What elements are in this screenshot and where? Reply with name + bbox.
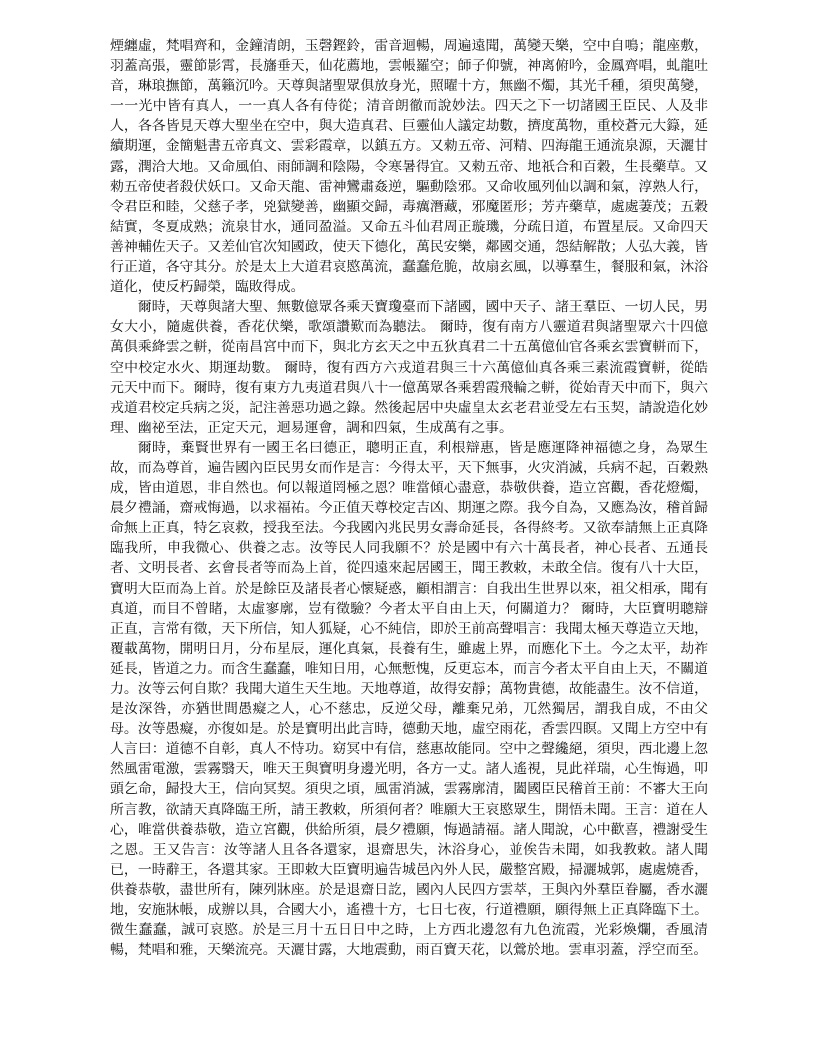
paragraph-2: 爾時，天尊與諸大聖、無數億眾各乘天寶瓊臺而下諸國，國中天子、諸王羣臣、一切人民，男女大小，隨處供養，香花伏樂，歌頌讚歎而為聽法。 爾時，復有南方八靈道君與諸聖眾六十四億萬俱乘絳雲之軿，從南昌宮中而下，與北方玄天之中五狄真君二十五萬億仙官各乘玄雲寶軿而下，空中校定水火、期運劫數。 爾時，復有西方六戎道君與三十六萬億仙真各乘三素流霞寶軿，從皓元天中而下。爾時，復有東方九夷道君與八十一億萬眾各乘碧霞飛輪之軿，從始青天中而下，與六戎道君校定兵病之災，記注善惡功過之錄。然後起居中央虛皇太玄老君並受左右玉契，請說造化妙理、幽祕至法，正定天元，迴易運會，調和四氣，生成萬有之事。 bbox=[110, 299, 708, 436]
paragraph-3: 爾時，棄賢世界有一國王名曰德正，聰明正直，利根辯惠，皆是應運降神福德之身，為眾生故，而為尊首，遍告國內臣民男女而作是言：今得太平，天下無事，火灾消滅，兵病不起，百穀熟成，皆由道恩，非自然也。何以報道罔極之恩？唯當傾心盡意，恭敬供養，造立宮觀，香花燈燭，晨夕禮誦，齋戒悔過，以求福祐。今正值天尊校定吉凶、期運之際。我今自為，又應為汝，稽首歸命無上正真，特乞哀救，授我至法。今我國內兆民男女壽命延長，各得終考。又欲奉請無上正真降臨我所，申我微心、供養之志。汝等民人同我願不？於是國中有六十萬長者，神心長者、五通長者、文明長者、玄會長者等而為上首，從四遠來起居國王，聞王教敕，未敢全信。復有八十大臣，寶明大臣而為上首。於是餘臣及諸長者心懷疑惑，顧相謂言：自我出生世界以來，祖父相承，聞有真道，而目不曾睹，太虛寥廓，豈有徵驗？今者太平自由上天，何關道力？ 爾時，大臣寶明聰辯正直，言常有徵，天下所信，知人狐疑，心不純信，即於王前高聲唱言：我聞太極天尊造立天地，覆載萬物，開明日月，分布星辰，運化真氣，長養有生，雖處上界，而應化下土。今之太平，劫祚延長，皆道之力。而含生蠢蠢，唯知日用，心無慙愧，反更忘本，而言今者太平自由上天，不關道力。汝等云何自欺？我聞大道生天生地。天地尊道，故得安靜；萬物貴德，故能盡生。汝不信道，是汝深咎，亦猶世間愚癡之人，心不慈忠，反逆父母，離棄兄弟，兀然獨居，謂我自成，不由父母。汝等愚癡，亦復如是。於是寶明出此言時，德動天地，虛空雨花，香雲四瞑。又聞上方空中有人言曰：道德不自彰，真人不恃功。窈冥中有信，慈惠故能同。空中之聲纔絕，須臾，西北邊上忽然風雷電激，雲霧翳天，唯天王與寶明身邊光明，各方一丈。諸人遙視，見此祥瑞，心生悔過，叩頭乞命，歸投大王，信向冥契。須臾之頃，風雷消滅，雲霧廓清，闔國臣民稽首王前：不審大王向所言教，欲請天真降臨王所，請王教敕，所須何者？唯願大王哀愍眾生，開悟未聞。王言：道在人心，唯當供養恭敬，造立宮觀，供給所須，晨夕禮願，悔過請福。諸人聞說，心中歡喜，禮謝受生之恩。王又告言：汝等諸人且各各還家，退齋思失，沐浴身心，並俟告未聞，如我教敕。諸人聞已，一時辭王，各還其家。王即敕大臣寶明遍告城邑內外人民，嚴整宮殿，掃灑城郭，處處燒香，供養恭敬，盡世所有，陳列牀座。於是退齋日訖，國內人民四方雲萃，王與內外羣臣眷屬，香水灑地，安施牀帳，成辦以具，合國大小，遙禮十方，七日七夜，行道禮願，願得無上正真降臨下土。微生蠢蠢，誠可哀愍。於是三月十五日日中之時，上方西北邊忽有九色流霞，光彩煥爛，香風清暢，梵唱和雅，天樂流亮。天灑甘露，大地震動，雨百寶天花，以鶯於地。雲車羽蓋，浮空而至。 bbox=[110, 439, 708, 959]
document-page bbox=[110, 36, 708, 1036]
paragraph-1: 煙纏虛，梵唱齊和，金鐘清朗，玉磬鏗鈴，雷音迴暢，周遍遠聞，萬變天樂，空中自鳴；龍座敷，羽蓋高張，靈節影霄，長旛垂天，仙花薦地，雲帳羅空；師子仰號，神离俯吟，金鳳齊唱，虬龍吐音，琳琅撫節，萬籟沉吟。天尊與諸聖眾俱放身光，照曜十方，無幽不燭，其光千種，須臾萬變，一一光中皆有真人，一一真人各有侍從；清音朗徹而說妙法。四天之下一切諸國王臣民、人及非人，各各皆見天尊大聖坐在空中，與大造真君、巨靈仙人議定劫數，擠度萬物，重校蒼元大籙，延續期運，金簡魁書五帝真文、雲彩霞章，以鎮五方。又勑五帝、河精、四海龍王通流泉源，天灑甘露，潤洽大地。又命風伯、雨師調和陰陽，令寒暑得宜。又勑五帝、地祇合和百穀，生長藥草。又勑五帝使者殺伏妖口。又命天龍、雷神鸞肅姦逆，驅動陰邪。又命收風列仙以調和氣，淳熟人行，令君臣和睦，父慈子孝，兇獄變善，幽顯交歸，毒癘潛藏，邪魔匿形；芳卉藥草，處處萋茂；五穀結實，冬夏成熟；流泉甘水，通同盈溢。又命五斗仙君周正璇璣，分疏日道，布置星辰。又命四天善神輔佐天子。又差仙官次知國政，使天下德化，萬民安樂，鄰國交通，怨結解散；人弘大義，皆行正道，各守其分。於是太上大道君哀愍萬流，蠢蠢危脆，故扇玄風，以導羣生，餐服和氣，沐浴道化，使反朽歸榮，臨敗得成。 bbox=[110, 38, 708, 296]
